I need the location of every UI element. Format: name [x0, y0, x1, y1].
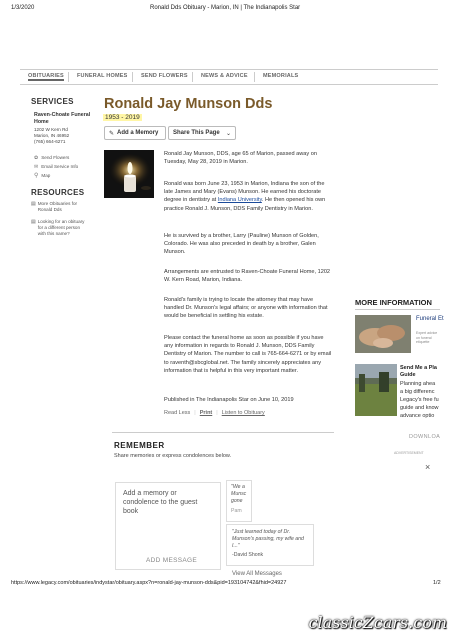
- message-line: gone: [231, 498, 243, 504]
- funeral-etiquette-image[interactable]: [355, 315, 411, 353]
- funeral-etiquette-title[interactable]: Funeral Et: [416, 316, 444, 322]
- tab-divider: [68, 72, 69, 82]
- funeral-home-name-line: Raven-Choate Funeral: [34, 112, 91, 118]
- more-obituaries-text: [38, 201, 77, 213]
- title-line: Send Me a Pla: [400, 365, 437, 371]
- obituary-name: Ronald Jay Munson Dds: [104, 96, 273, 112]
- guestbook-message[interactable]: [226, 480, 252, 522]
- paragraph-text: . He then opened his own practice Ronald J. Munson, DDS Family Dentistry in Marion.: [164, 197, 326, 212]
- remember-subtext: Share memories or express condolences below.: [114, 453, 232, 459]
- chevron-down-icon: ⌄: [225, 130, 231, 137]
- email-service-label: Email Service Info: [41, 164, 79, 169]
- print-url: https://www.legacy.com/obituaries/indystar/obituary.aspx?n=ronald-jay-munson-dds&pid=193104742&fhid=24927: [11, 580, 287, 586]
- link-line: More Obituaries for: [37, 201, 78, 206]
- title-line: Guide: [400, 372, 416, 378]
- send-flowers-link[interactable]: [34, 155, 69, 161]
- tab-obituaries[interactable]: OBITUARIES: [28, 73, 64, 79]
- looking-for-obituary-link[interactable]: [31, 219, 84, 237]
- section-divider: [355, 309, 440, 310]
- watermark-logo: classicZcars.com: [308, 613, 447, 632]
- resources-heading: RESOURCES: [31, 188, 85, 197]
- paragraph-text: Ronald was born June 23, 1953 in Marion, Indiana the son of the late James and Mary (Evans) Munson. He earned his doctorate degree in dentistry at: [164, 181, 325, 204]
- message-line: Munson's passing, my wife and: [232, 536, 304, 542]
- add-memory-button[interactable]: [104, 126, 166, 140]
- services-heading: SERVICES: [31, 97, 74, 106]
- main-nav-tabs: [20, 69, 438, 85]
- document-icon: ▤: [31, 201, 36, 207]
- actions-divider: |: [194, 410, 196, 416]
- read-less-link[interactable]: Read Less: [164, 410, 191, 416]
- indiana-university-link[interactable]: Indiana University: [217, 197, 262, 204]
- document-icon: ▤: [31, 219, 36, 225]
- tab-divider: [192, 72, 193, 82]
- message-line: I...": [232, 543, 240, 549]
- print-page-title: Ronald Dds Obituary - Marion, IN | The Indianapolis Star: [150, 5, 301, 11]
- link-line: with this name?: [37, 231, 70, 236]
- share-page-label: Share This Page: [173, 130, 220, 136]
- download-button[interactable]: DOWNLOA: [409, 434, 441, 440]
- desc-line: a big differenc: [400, 389, 435, 395]
- obituary-paragraph: [164, 180, 334, 213]
- map-pin-icon: ⚲: [34, 173, 39, 179]
- looking-for-obituary-text: [38, 219, 85, 237]
- advertisement-label: ADVERTISEMENT: [394, 451, 424, 455]
- share-page-button[interactable]: [168, 126, 236, 140]
- more-obituaries-link[interactable]: [31, 201, 77, 213]
- map-label: Map: [41, 173, 51, 178]
- listen-link[interactable]: Listen to Obituary: [221, 410, 265, 416]
- message-author: Pam: [231, 508, 242, 514]
- guestbook-textarea[interactable]: Add a memory or condolence to the guest book: [123, 490, 198, 515]
- map-link[interactable]: [34, 173, 50, 179]
- tab-send-flowers[interactable]: SEND FLOWERS: [141, 73, 188, 79]
- funeral-home-address: [34, 127, 69, 145]
- section-divider: [112, 432, 334, 433]
- obituary-paragraph: Ronald Jay Munson, DDS, age 65 of Marion, passed away on Tuesday, May 28, 2019 in Marion.: [164, 151, 317, 166]
- print-link[interactable]: Print: [199, 410, 213, 416]
- candle-photo: [104, 150, 154, 198]
- funeral-home-name[interactable]: [34, 112, 90, 125]
- actions-divider: |: [216, 410, 218, 416]
- remember-heading: REMEMBER: [114, 441, 165, 450]
- send-flowers-label: Send Flowers: [41, 155, 70, 160]
- obituary-paragraph: Arrangements are entrusted to Raven-Choate Funeral Home, 1202 W. Kern Road, Marion, Indiana.: [164, 269, 331, 284]
- pencil-icon: ✎: [109, 130, 115, 137]
- close-icon[interactable]: ×: [425, 462, 431, 472]
- obituary-paragraph: Ronald's family is trying to locate the attorney that may have handled Dr. Munson's legal affairs; or anyone with information that would be beneficial in settling his estate.: [164, 297, 328, 320]
- obituary-paragraph: Please contact the funeral home as soon as possible if you have any information in regards to Ronald J. Munson, DDS Family Dentistry of Marion. The number to call is 765-664-6271 or by email to raventh@sbcglobal.net. The family sincerely appreciates any information that is helpful in this very important matter.: [164, 335, 332, 374]
- desc-line: Legacy's free fu: [400, 397, 439, 403]
- add-message-button[interactable]: ADD MESSAGE: [146, 557, 197, 564]
- guestbook-message[interactable]: [226, 524, 314, 566]
- link-line: Ronald Dds: [37, 207, 62, 212]
- email-icon: ✉: [34, 164, 39, 170]
- obituary-actions: [164, 410, 265, 416]
- add-memory-label: Add a Memory: [117, 130, 159, 136]
- landscape-image: [355, 364, 397, 416]
- planning-guide-image[interactable]: [355, 364, 397, 416]
- desc-line: Planning ahea: [400, 381, 436, 387]
- email-service-link[interactable]: [34, 164, 78, 170]
- print-page-number: 1/2: [433, 580, 441, 586]
- planning-guide-desc: [400, 380, 439, 420]
- link-line: Looking for an obituary: [37, 219, 85, 224]
- tab-news-advice[interactable]: NEWS & ADVICE: [201, 73, 248, 79]
- more-information-heading: MORE INFORMATION: [355, 298, 432, 307]
- message-line: "Just learned today of Dr.: [232, 529, 291, 535]
- published-line: Published in The Indianapolis Star on June 10, 2019: [164, 397, 294, 403]
- message-line: Munsc: [231, 491, 247, 497]
- message-author: -David Shonk: [232, 552, 264, 558]
- obituary-dates: 1953 - 2019: [105, 114, 140, 121]
- link-line: for a different person: [37, 225, 81, 230]
- guestbook-entry-box: [115, 482, 221, 570]
- candle-image: [104, 150, 154, 198]
- planning-guide-title[interactable]: [400, 365, 437, 379]
- funeral-home-name-line: Home: [34, 118, 49, 125]
- tab-funeral-homes[interactable]: FUNERAL HOMES: [77, 73, 128, 79]
- desc-line: advance optio: [400, 413, 435, 419]
- message-line: "We a: [231, 484, 245, 490]
- address-line: 1202 W Kern Rd: [34, 127, 68, 132]
- tab-divider: [132, 72, 133, 82]
- flower-icon: ✿: [34, 155, 39, 161]
- print-date: 1/3/2020: [11, 5, 35, 11]
- address-line: Marion, IN 46952: [34, 133, 70, 138]
- funeral-etiquette-desc: Expert advice on funeral etiquette: [416, 331, 438, 344]
- view-all-messages-link[interactable]: View All Messages: [232, 571, 282, 577]
- obituary-paragraph: He is survived by a brother, Larry (Pauline) Munson of Golden, Colorado. He was also preceded in death by a brother, Galen Munson.: [164, 233, 319, 256]
- hands-image: [355, 315, 411, 353]
- funeral-home-phone: (765) 664-6271: [34, 139, 66, 144]
- tab-memorials[interactable]: MEMORIALS: [263, 73, 299, 79]
- tab-divider: [254, 72, 255, 82]
- desc-line: guide and know: [400, 405, 439, 411]
